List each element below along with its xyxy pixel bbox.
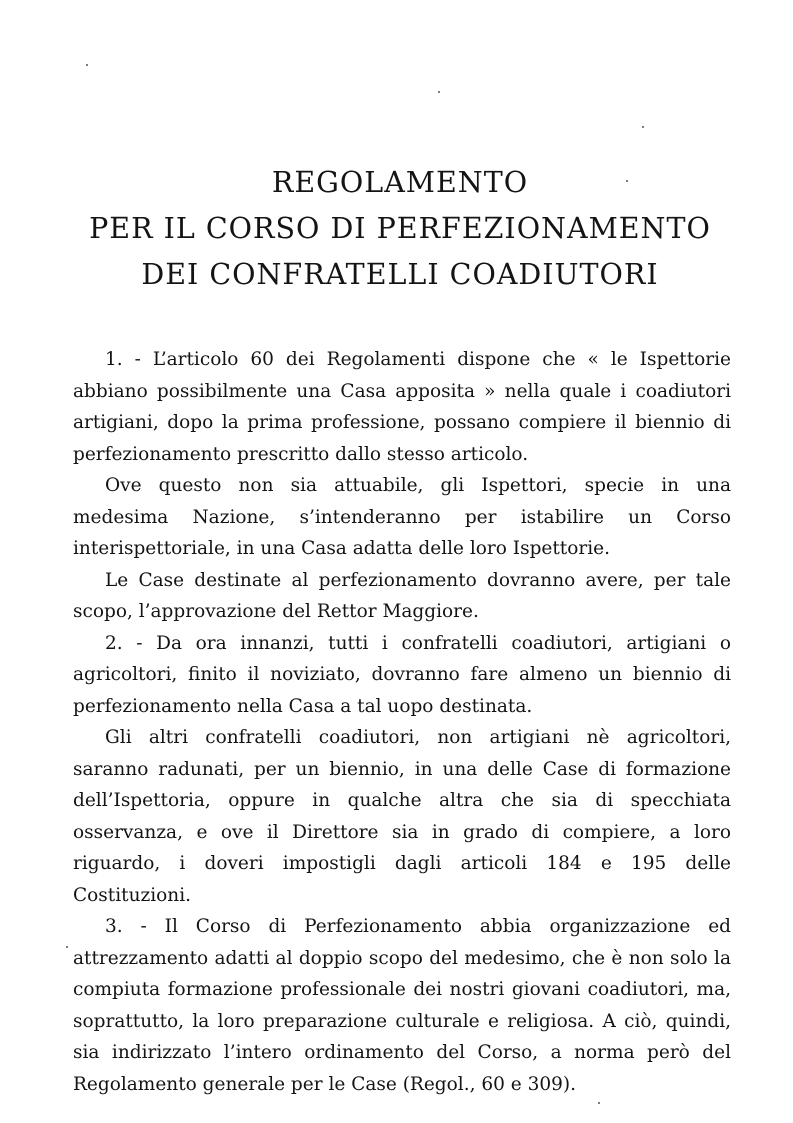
- title-line-2: PER IL CORSO DI PERFEZIONAMENTO: [89, 212, 711, 245]
- paragraph-article-1: 1. - L’articolo 60 dei Regolamenti dispone che « le Ispettorie abbiano possibilmente una Casa apposita » nella quale i coadiutori artigiani, dopo la prima professione, possano compiere il biennio di perfezionamento prescritto dallo stesso articolo.: [73, 349, 731, 465]
- paragraph-article-3: 3. - Il Corso di Perfezionamento abbia organizzazione ed attrezzamento adatti al doppio scopo del medesimo, che è non solo la compiuta formazione professionale dei nostri giovani coadiutori, ma, soprattutto, la loro preparazione culturale e religiosa. A ciò, quindi, sia indirizzato l’intero ordinamento del Corso, a norma però del Regolamento generale per le Case (Regol., 60 e 309).: [73, 916, 731, 1095]
- document-title: [60, 160, 740, 298]
- scan-speck: [66, 946, 68, 948]
- document-body: [73, 344, 731, 1100]
- title-line-3: DEI CONFRATELLI COADIUTORI: [141, 258, 659, 291]
- title-line-1: REGOLAMENTO: [271, 166, 529, 199]
- paragraph-article-1-cont-b: Le Case destinate al perfezionamento dovranno avere, per tale scopo, l’approvazione del Rettor Maggiore.: [73, 569, 731, 622]
- scan-speck: [598, 1102, 600, 1104]
- scan-speck: [626, 180, 628, 182]
- paragraph-article-2: 2. - Da ora innanzi, tutti i confratelli coadiutori, artigiani o agricoltori, finito il noviziato, dovranno fare almeno un biennio di perfezionamento nella Casa a tal uopo destinata.: [73, 632, 731, 717]
- scan-speck: [86, 64, 88, 66]
- paragraph-article-1-cont-a: Ove questo non sia attuabile, gli Ispettori, specie in una medesima Nazione, s’intenderanno per istabilire un Corso interispettoriale, in una Casa adatta delle loro Ispettorie.: [73, 475, 731, 559]
- scan-speck: [642, 126, 644, 128]
- scan-speck: [438, 91, 440, 93]
- paragraph-article-2-cont: Gli altri confratelli coadiutori, non artigiani nè agricoltori, saranno radunati, per un biennio, in una delle Case di formazione dell’Ispettoria, oppure in qualche altra che sia di specchiata osservanza, e ove il Direttore sia in grado di compiere, a loro riguardo, i doveri impostigli dagli articoli 184 e 195 delle Costituzioni.: [73, 727, 731, 906]
